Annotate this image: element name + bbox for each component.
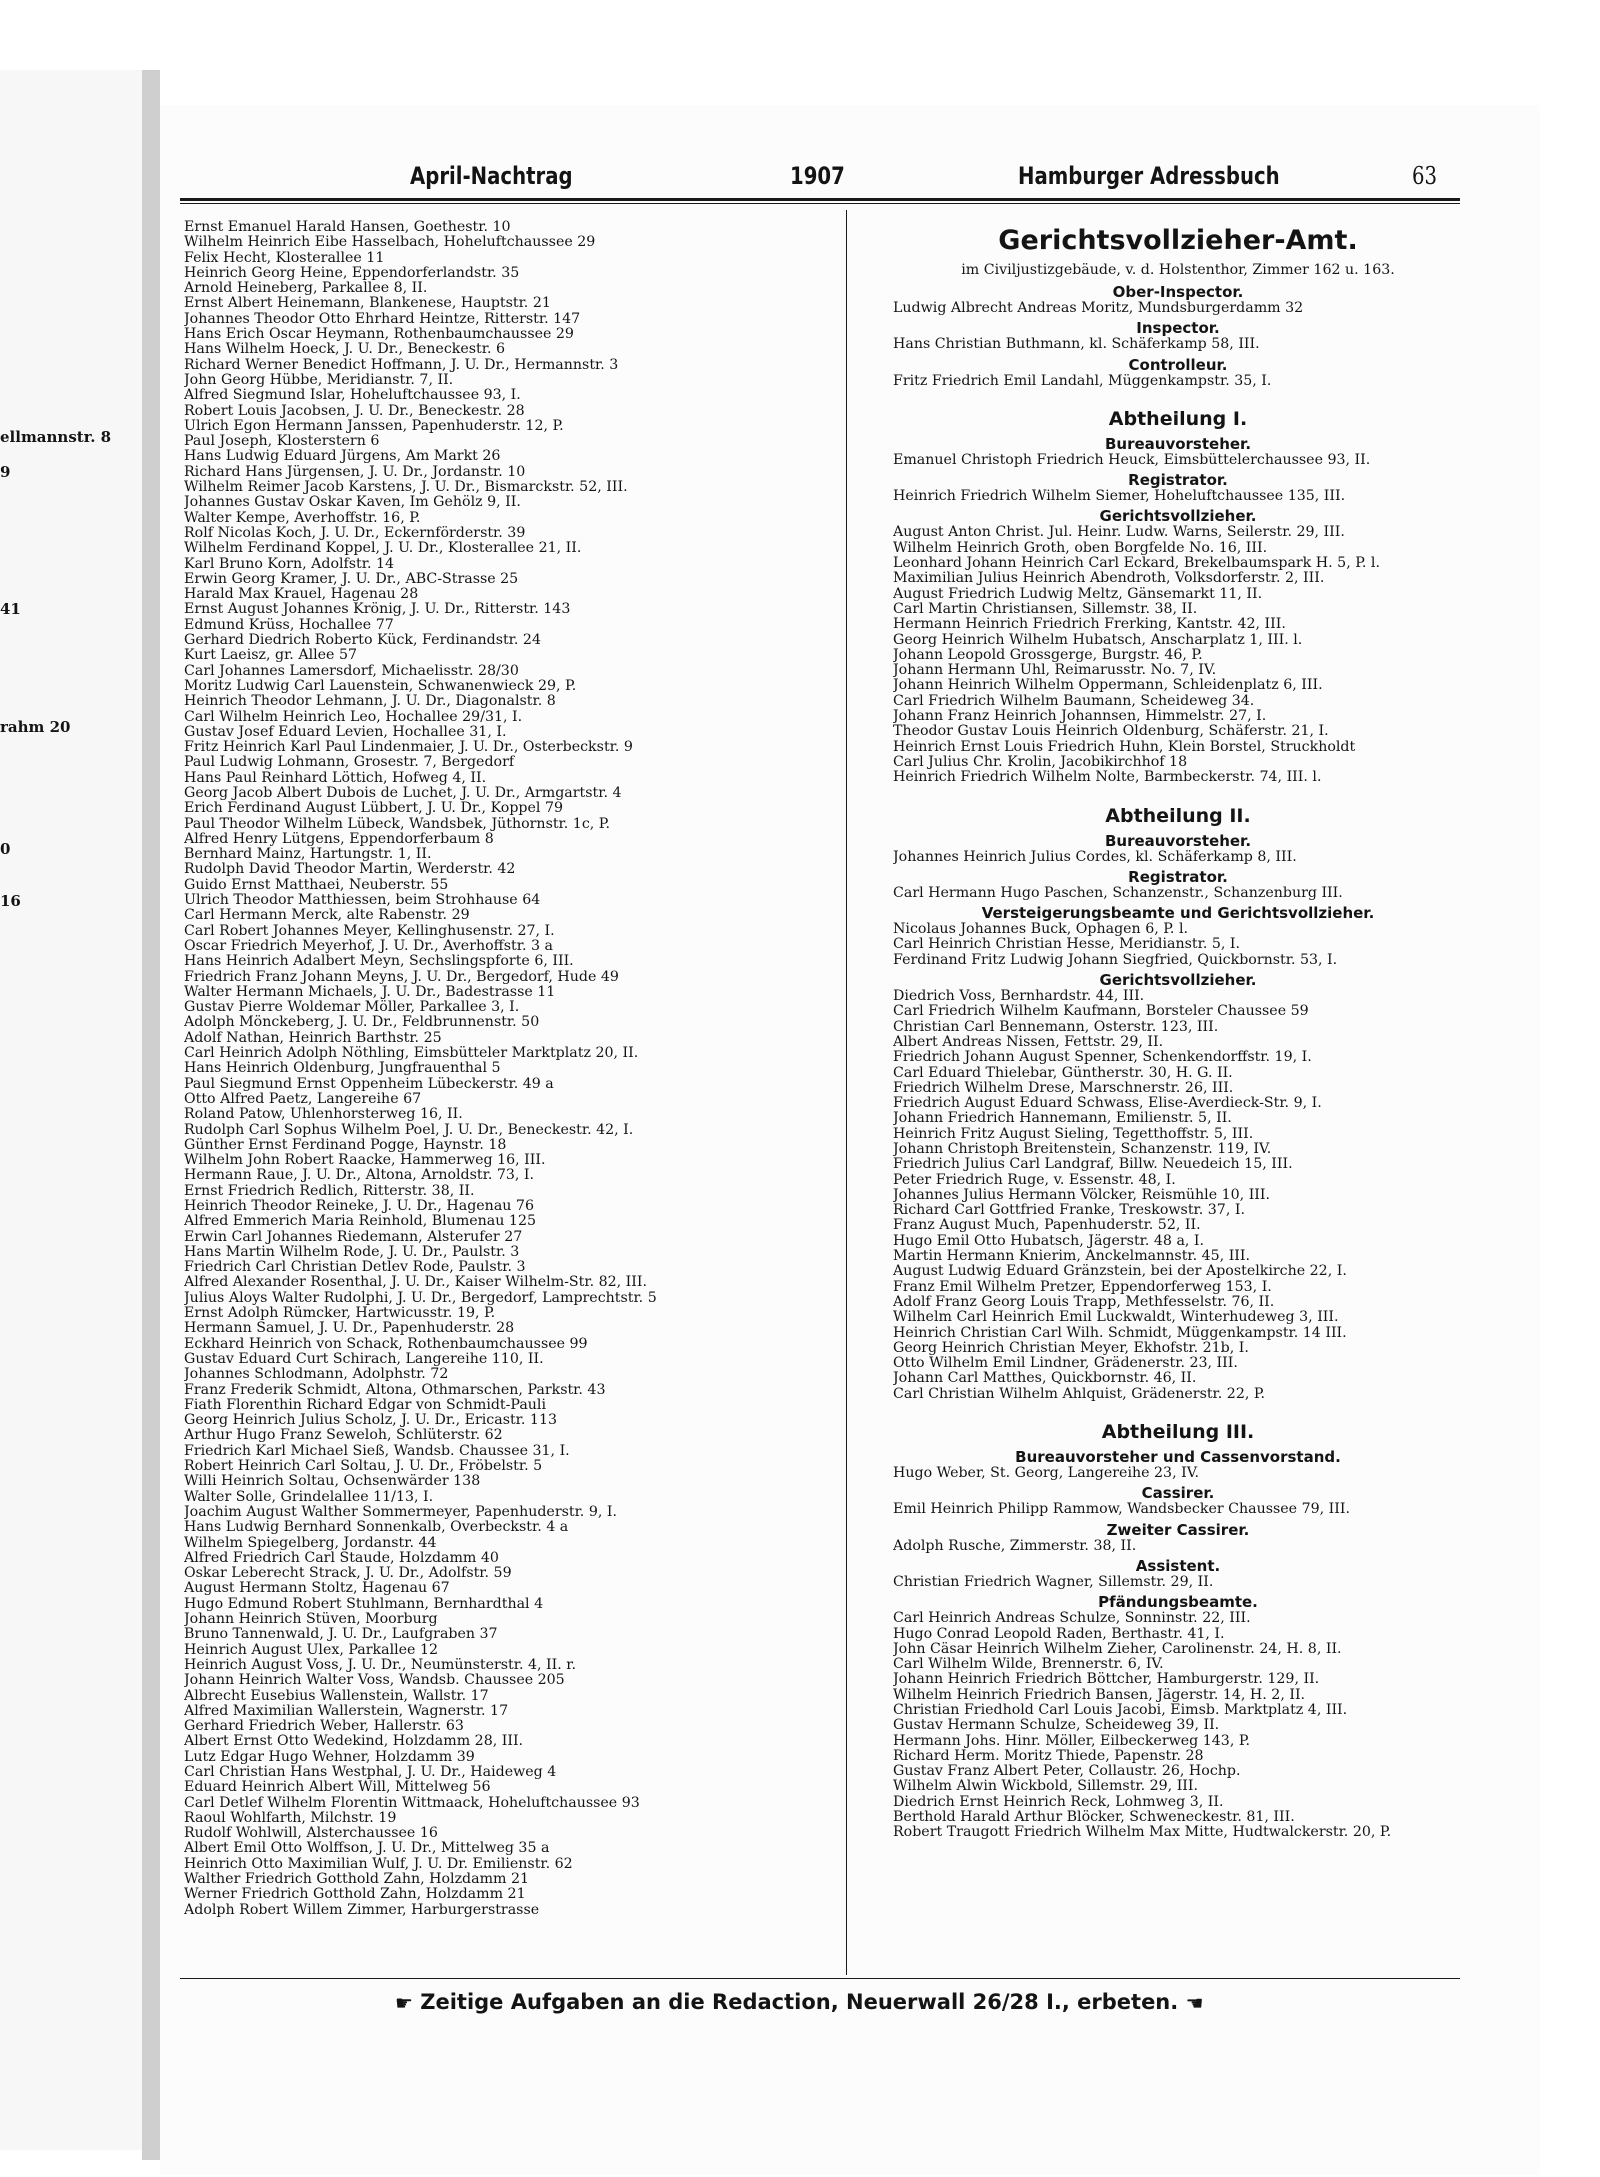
directory-entry: Alfred Friedrich Carl Staude, Holzdamm 40 bbox=[184, 1550, 499, 1566]
directory-entry: Walter Hermann Michaels, J. U. Dr., Badestrasse 11 bbox=[184, 984, 556, 1000]
office-entry: Heinrich Friedrich Wilhelm Nolte, Barmbeckerstr. 74, III. l. bbox=[893, 770, 1322, 786]
directory-entry: Günther Ernst Ferdinand Pogge, Haynstr. 18 bbox=[184, 1137, 507, 1153]
directory-entry: Adolf Nathan, Heinrich Barthstr. 25 bbox=[184, 1030, 442, 1046]
previous-page-fragment: 0 bbox=[0, 840, 11, 858]
office-entry: Martin Hermann Knierim, Anckelmannstr. 45, III. bbox=[893, 1249, 1251, 1265]
office-entry: August Ludwig Eduard Gränzstein, bei der Apostelkirche 22, I. bbox=[893, 1264, 1347, 1280]
directory-entry: Wilhelm Reimer Jacob Karstens, J. U. Dr., Bismarckstr. 52, III. bbox=[184, 480, 628, 496]
directory-entry: Ernst Emanuel Harald Hansen, Goethestr. 10 bbox=[184, 220, 511, 235]
directory-entry: Alfred Henry Lütgens, Eppendorferbaum 8 bbox=[184, 831, 494, 847]
office-entry: Hugo Weber, St. Georg, Langereihe 23, IV. bbox=[893, 1466, 1199, 1482]
directory-entry: Franz Frederik Schmidt, Altona, Othmarschen, Parkstr. 43 bbox=[184, 1382, 606, 1398]
directory-entry: Joachim August Walther Sommermeyer, Papenhuderstr. 9, I. bbox=[184, 1504, 617, 1520]
office-entry: Diedrich Ernst Heinrich Reck, Lohmweg 3, II. bbox=[893, 1794, 1224, 1810]
office-entry: Wilhelm Heinrich Groth, oben Borgfelde No. 16, III. bbox=[893, 540, 1268, 556]
directory-entry: Carl Detlef Wilhelm Florentin Wittmaack, Hoheluftchaussee 93 bbox=[184, 1795, 640, 1811]
directory-entry: Arnold Heineberg, Parkallee 8, II. bbox=[184, 281, 428, 297]
directory-entry: Heinrich Theodor Reineke, J. U. Dr., Hagenau 76 bbox=[184, 1199, 534, 1214]
office-location: im Civiljustizgebäude, v. d. Holstenthor, Zimmer 162 u. 163. bbox=[961, 262, 1395, 278]
office-entry: Carl Christian Wilhelm Ahlquist, Grädenerstr. 22, P. bbox=[893, 1386, 1266, 1402]
office-entry: Emil Heinrich Philipp Rammow, Wandsbecker Chaussee 79, III. bbox=[893, 1502, 1350, 1518]
directory-entry: Bruno Tannenwald, J. U. Dr., Laufgraben 37 bbox=[184, 1627, 498, 1643]
office-entry: Heinrich Friedrich Wilhelm Siemer, Hoheluftchaussee 135, III. bbox=[893, 489, 1346, 505]
directory-entry: Erwin Georg Kramer, J. U. Dr., ABC-Strasse 25 bbox=[184, 571, 519, 587]
left-column-list bbox=[184, 220, 824, 1918]
directory-entry: Wilhelm John Robert Raacke, Hammerweg 16, III. bbox=[184, 1153, 546, 1169]
directory-entry: Raoul Wohlfarth, Milchstr. 19 bbox=[184, 1810, 397, 1826]
footer-text: Zeitige Aufgaben an die Redaction, Neuerwall 26/28 I., erbeten. bbox=[420, 1990, 1179, 2014]
previous-page-fragment: 16 bbox=[0, 892, 21, 910]
office-entry: Adolf Franz Georg Louis Trapp, Methfesselstr. 76, II. bbox=[893, 1294, 1275, 1310]
office-entry: Maximilian Julius Heinrich Abendroth, Volksdorferstr. 2, III. bbox=[893, 571, 1325, 587]
office-entry: Friedrich Wilhelm Drese, Marschnerstr. 26, III. bbox=[893, 1080, 1234, 1096]
directory-entry: Albert Emil Otto Wolffson, J. U. Dr., Mittelweg 35 a bbox=[184, 1841, 550, 1857]
office-entry: Friedrich August Eduard Schwass, Elise-Averdieck-Str. 9, I. bbox=[893, 1096, 1322, 1112]
office-entry: Ferdinand Fritz Ludwig Johann Siegfried, Quickbornstr. 53, I. bbox=[893, 952, 1338, 968]
directory-entry: Heinrich August Voss, J. U. Dr., Neumünsterstr. 4, II. r. bbox=[184, 1657, 576, 1673]
role-heading: Ober-Inspector. bbox=[1112, 283, 1244, 301]
section-spacer bbox=[893, 786, 1463, 794]
directory-entry: Rudolph Carl Sophus Wilhelm Poel, J. U. Dr., Beneckestr. 42, I. bbox=[184, 1122, 634, 1138]
role-heading: Registrator. bbox=[1128, 471, 1228, 490]
directory-entry: Hans Wilhelm Hoeck, J. U. Dr., Beneckestr. 6 bbox=[184, 342, 506, 358]
office-entry: Adolph Rusche, Zimmerstr. 38, II. bbox=[893, 1538, 1137, 1554]
header-rule-thin bbox=[180, 203, 1460, 204]
office-entry: Carl Friedrich Wilhelm Baumann, Scheideweg 34. bbox=[893, 693, 1255, 709]
directory-entry: Rudolf Wohlwill, Alsterchaussee 16 bbox=[184, 1826, 438, 1842]
directory-entry: Gustav Pierre Woldemar Möller, Parkallee 3, I. bbox=[184, 1000, 520, 1016]
directory-entry: Rolf Nicolas Koch, J. U. Dr., Eckernförderstr. 39 bbox=[184, 525, 526, 541]
office-entry: Johann Christoph Breitenstein, Schanzenstr. 119, IV. bbox=[893, 1141, 1272, 1157]
office-entry: Georg Heinrich Wilhelm Hubatsch, Anscharplatz 1, III. l. bbox=[893, 632, 1303, 648]
office-entry: Leonhard Johann Heinrich Carl Eckard, Brekelbaumspark H. 5, P. l. bbox=[893, 556, 1380, 572]
role-heading: Registrator. bbox=[1128, 867, 1228, 886]
directory-entry: Fiath Florenthin Richard Edgar von Schmidt-Pauli bbox=[184, 1397, 547, 1413]
section-spacer bbox=[893, 1402, 1463, 1410]
role-heading: Bureauvorsteher. bbox=[1104, 434, 1252, 453]
office-entry: Albert Andreas Nissen, Fettstr. 29, II. bbox=[893, 1034, 1164, 1050]
directory-entry: Robert Louis Jacobsen, J. U. Dr., Beneckestr. 28 bbox=[184, 403, 525, 419]
office-entry: Johann Franz Heinrich Johannsen, Himmelstr. 27, I. bbox=[893, 709, 1267, 725]
previous-page-fragment: 9 bbox=[0, 463, 11, 481]
office-entry: Peter Friedrich Ruge, v. Essenstr. 48, I. bbox=[893, 1172, 1176, 1188]
office-entry: August Anton Christ. Jul. Heinr. Ludw. Warns, Seilerstr. 29, III. bbox=[893, 525, 1345, 541]
directory-entry: Carl Robert Johannes Meyer, Kellinghusenstr. 27, I. bbox=[184, 923, 555, 939]
directory-entry: Hans Heinrich Oldenburg, Jungfrauenthal 5 bbox=[184, 1061, 501, 1077]
office-entry: Richard Herm. Moritz Thiede, Papenstr. 28 bbox=[893, 1748, 1204, 1764]
office-entry: Otto Wilhelm Emil Lindner, Grädenerstr. 23, III. bbox=[893, 1356, 1238, 1372]
office-entry: Carl Martin Christiansen, Sillemstr. 38, II. bbox=[893, 601, 1198, 617]
office-entry: Carl Heinrich Christian Hesse, Meridianstr. 5, I. bbox=[893, 937, 1241, 953]
office-entry: Johann Heinrich Wilhelm Oppermann, Schleidenplatz 6, III. bbox=[893, 678, 1323, 694]
office-entry: Franz August Much, Papenhuderstr. 52, II. bbox=[893, 1218, 1201, 1234]
header-rule bbox=[180, 198, 1460, 201]
department-heading: Abtheilung II. bbox=[1105, 804, 1251, 827]
directory-entry: Guido Ernst Matthaei, Neuberstr. 55 bbox=[184, 877, 449, 893]
header-year: 1907 bbox=[790, 162, 845, 190]
office-entry: Diedrich Voss, Bernhardstr. 44, III. bbox=[893, 989, 1145, 1005]
directory-entry: Johannes Theodor Otto Ehrhard Heintze, Ritterstr. 147 bbox=[184, 311, 581, 327]
role-heading: Inspector. bbox=[1136, 319, 1220, 338]
directory-entry: Moritz Ludwig Carl Lauenstein, Schwanenwieck 29, P. bbox=[184, 678, 577, 694]
pointing-hand-left-icon: ☚ bbox=[1185, 1991, 1204, 2015]
office-entry: Christian Friedhold Carl Louis Jacobi, Eimsb. Marktplatz 4, III. bbox=[893, 1703, 1348, 1718]
directory-entry: Otto Alfred Paetz, Langereihe 67 bbox=[184, 1091, 422, 1107]
directory-entry: Carl Christian Hans Westphal, J. U. Dr., Haideweg 4 bbox=[184, 1764, 557, 1780]
office-entry: Carl Friedrich Wilhelm Kaufmann, Borsteler Chaussee 59 bbox=[893, 1004, 1309, 1020]
directory-entry: Georg Heinrich Julius Scholz, J. U. Dr., Ericastr. 113 bbox=[184, 1413, 557, 1429]
directory-entry: Richard Werner Benedict Hoffmann, J. U. Dr., Hermannstr. 3 bbox=[184, 357, 619, 373]
previous-page-fragment: ellmannstr. 8 bbox=[0, 428, 112, 446]
office-entry: Hugo Conrad Leopold Raden, Berthastr. 41, I. bbox=[893, 1626, 1225, 1642]
directory-entry: Eduard Heinrich Albert Will, Mittelweg 56 bbox=[184, 1780, 491, 1796]
directory-entry: Johann Heinrich Walter Voss, Wandsb. Chaussee 205 bbox=[184, 1673, 565, 1689]
role-heading: Controlleur. bbox=[1128, 355, 1228, 374]
directory-entry: Hugo Edmund Robert Stuhlmann, Bernhardthal 4 bbox=[184, 1596, 544, 1612]
directory-entry: Paul Theodor Wilhelm Lübeck, Wandsbek, Jüthornstr. 1c, P. bbox=[184, 816, 610, 832]
office-entry: Richard Carl Gottfried Franke, Treskowstr. 37, I. bbox=[893, 1203, 1245, 1219]
office-entry: Nicolaus Johannes Buck, Ophagen 6, P. l. bbox=[893, 922, 1188, 938]
directory-entry: Wilhelm Ferdinand Koppel, J. U. Dr., Klosterallee 21, II. bbox=[184, 541, 582, 557]
directory-entry: Heinrich Georg Heine, Eppendorferlandstr. 35 bbox=[184, 265, 520, 281]
directory-entry: Paul Joseph, Klosterstern 6 bbox=[184, 434, 380, 450]
office-sections bbox=[893, 283, 1463, 1841]
directory-entry: Johann Heinrich Stüven, Moorburg bbox=[184, 1612, 438, 1628]
department-heading: Abtheilung I. bbox=[1108, 407, 1248, 430]
directory-entry: Kurt Laeisz, gr. Allee 57 bbox=[184, 648, 358, 664]
directory-entry: Heinrich Theodor Lehmann, J. U. Dr., Diagonalstr. 8 bbox=[184, 694, 556, 710]
directory-entry: Ernst August Johannes Krönig, J. U. Dr., Ritterstr. 143 bbox=[184, 602, 571, 618]
directory-entry: Julius Aloys Walter Rudolphi, J. U. Dr., Bergedorf, Lamprechtstr. 5 bbox=[184, 1290, 657, 1306]
role-heading: Cassirer. bbox=[1141, 1484, 1215, 1503]
office-entry: Johann Hermann Uhl, Reimarusstr. No. 7, IV. bbox=[893, 663, 1217, 679]
role-heading: Versteigerungsbeamte und Gerichtsvollzieher. bbox=[981, 904, 1375, 923]
directory-entry: Walter Kempe, Averhoffstr. 16, P. bbox=[184, 510, 421, 526]
directory-entry: Carl Wilhelm Heinrich Leo, Hochallee 29/31, I. bbox=[184, 709, 523, 725]
directory-entry: Gerhard Diedrich Roberto Kück, Ferdinandstr. 24 bbox=[184, 633, 541, 649]
directory-entry: Alfred Emmerich Maria Reinhold, Blumenau 125 bbox=[184, 1214, 536, 1230]
previous-page-edge bbox=[0, 70, 144, 2150]
office-entry: Carl Heinrich Andreas Schulze, Sonninstr. 22, III. bbox=[893, 1611, 1251, 1627]
directory-entry: Ernst Adolph Rümcker, Hartwicusstr. 19, P. bbox=[184, 1306, 496, 1322]
office-title: Gerichtsvollzieher-Amt. bbox=[998, 225, 1358, 256]
footer-notice bbox=[395, 1990, 1255, 2018]
office-entry: Gustav Hermann Schulze, Scheideweg 39, II. bbox=[893, 1718, 1220, 1734]
directory-entry: Willi Heinrich Soltau, Ochsenwärder 138 bbox=[184, 1474, 481, 1490]
directory-entry: Friedrich Karl Michael Sieß, Wandsb. Chaussee 31, I. bbox=[184, 1443, 570, 1459]
office-entry: Johann Carl Matthes, Quickbornstr. 46, II. bbox=[893, 1371, 1197, 1387]
office-entry: Christian Friedrich Wagner, Sillemstr. 29, II. bbox=[893, 1574, 1214, 1590]
directory-entry: Wilhelm Heinrich Eibe Hasselbach, Hoheluftchaussee 29 bbox=[184, 235, 596, 251]
directory-entry: Adolph Robert Willem Zimmer, Harburgerstrasse bbox=[184, 1902, 540, 1918]
role-heading: Zweiter Cassirer. bbox=[1106, 1520, 1250, 1539]
directory-entry: Carl Hermann Merck, alte Rabenstr. 29 bbox=[184, 908, 470, 924]
office-entry: Hermann Heinrich Friedrich Frerking, Kantstr. 42, III. bbox=[893, 617, 1286, 633]
directory-entry: John Georg Hübbe, Meridianstr. 7, II. bbox=[184, 372, 454, 388]
right-column-office bbox=[893, 220, 1463, 1841]
role-heading: Gerichtsvollzieher. bbox=[1099, 507, 1257, 526]
directory-entry: Ulrich Egon Hermann Janssen, Papenhuderstr. 12, P. bbox=[184, 418, 564, 434]
directory-entry: Ernst Albert Heinemann, Blankenese, Hauptstr. 21 bbox=[184, 296, 551, 312]
directory-entry: Georg Jacob Albert Dubois de Luchet, J. U. Dr., Armgartstr. 4 bbox=[184, 785, 622, 801]
office-entry: Fritz Friedrich Emil Landahl, Müggenkampstr. 35, I. bbox=[893, 373, 1272, 389]
directory-entry: Erwin Carl Johannes Riedemann, Alsterufer 27 bbox=[184, 1229, 523, 1245]
office-entry: Friedrich Julius Carl Landgraf, Billw. Neuedeich 15, III. bbox=[893, 1157, 1293, 1173]
directory-entry: Roland Patow, Uhlenhorsterweg 16, II. bbox=[184, 1107, 463, 1123]
directory-entry: Lutz Edgar Hugo Wehner, Holzdamm 39 bbox=[184, 1749, 475, 1765]
directory-entry: Carl Johannes Lamersdorf, Michaelisstr. 28/30 bbox=[184, 663, 519, 679]
office-entry: Heinrich Fritz August Sieling, Tegetthoffstr. 5, III. bbox=[893, 1126, 1254, 1142]
directory-entry: Gerhard Friedrich Weber, Hallerstr. 63 bbox=[184, 1719, 464, 1735]
role-heading: Assistent. bbox=[1135, 1556, 1221, 1575]
office-entry: Johann Leopold Grossgerge, Burgstr. 46, P. bbox=[893, 647, 1203, 663]
directory-entry: Felix Hecht, Klosterallee 11 bbox=[184, 250, 385, 266]
directory-entry: August Hermann Stoltz, Hagenau 67 bbox=[184, 1581, 450, 1597]
directory-entry: Albrecht Eusebius Wallenstein, Wallstr. 17 bbox=[184, 1688, 489, 1704]
office-entry: Emanuel Christoph Friedrich Heuck, Eimsbüttelerchaussee 93, II. bbox=[893, 452, 1371, 468]
office-entry: Ludwig Albrecht Andreas Moritz, Mundsburgerdamm 32 bbox=[893, 301, 1304, 316]
directory-entry: Carl Heinrich Adolph Nöthling, Eimsbütteler Marktplatz 20, II. bbox=[184, 1046, 639, 1062]
directory-entry: Adolph Mönckeberg, J. U. Dr., Feldbrunnenstr. 50 bbox=[184, 1015, 540, 1031]
directory-entry: Hans Heinrich Adalbert Meyn, Sechslingspforte 6, III. bbox=[184, 954, 574, 970]
directory-entry: Hermann Raue, J. U. Dr., Altona, Arnoldstr. 73, I. bbox=[184, 1168, 535, 1184]
office-entry: Johannes Julius Hermann Völcker, Reismühle 10, III. bbox=[893, 1187, 1271, 1203]
column-divider bbox=[846, 210, 847, 1975]
office-entry: Johannes Heinrich Julius Cordes, kl. Schäferkamp 8, III. bbox=[893, 849, 1297, 865]
directory-entry: Walther Friedrich Gotthold Zahn, Holzdamm 21 bbox=[184, 1872, 530, 1888]
section-spacer bbox=[893, 389, 1463, 397]
office-entry: Robert Traugott Friedrich Wilhelm Max Mitte, Hudtwalckerstr. 20, P. bbox=[893, 1825, 1392, 1841]
directory-entry: Oscar Friedrich Meyerhof, J. U. Dr., Averhoffstr. 3 a bbox=[184, 938, 553, 954]
footer-rule bbox=[180, 1978, 1460, 1979]
directory-entry: Rudolph David Theodor Martin, Werderstr. 42 bbox=[184, 862, 516, 878]
page-number: 63 bbox=[1412, 162, 1438, 190]
office-entry: Georg Heinrich Christian Meyer, Ekhofstr. 21b, I. bbox=[893, 1340, 1249, 1356]
office-entry: Friedrich Johann August Spenner, Schenkendorffstr. 19, I. bbox=[893, 1050, 1312, 1066]
directory-entry: Gustav Josef Eduard Levien, Hochallee 31, I. bbox=[184, 724, 507, 740]
directory-entry: Hans Erich Oscar Heymann, Rothenbaumchaussee 29 bbox=[184, 327, 574, 343]
office-entry: Carl Hermann Hugo Paschen, Schanzenstr., Schanzenburg III. bbox=[893, 885, 1343, 901]
directory-entry: Fritz Heinrich Karl Paul Lindenmaier, J. U. Dr., Osterbeckstr. 9 bbox=[184, 740, 633, 756]
directory-entry: Hans Ludwig Eduard Jürgens, Am Markt 26 bbox=[184, 449, 501, 465]
office-entry: Wilhelm Heinrich Friedrich Bansen, Jägerstr. 14, H. 2, II. bbox=[893, 1687, 1306, 1703]
directory-entry: Edmund Krüss, Hochallee 77 bbox=[184, 617, 394, 633]
directory-entry: Johannes Schlodmann, Adolphstr. 72 bbox=[184, 1367, 449, 1383]
office-entry: John Cäsar Heinrich Wilhelm Zieher, Carolinenstr. 24, H. 8, II. bbox=[893, 1641, 1342, 1657]
office-entry: Carl Julius Chr. Krolin, Jacobikirchhof 18 bbox=[893, 754, 1188, 770]
office-entry: Heinrich Christian Carl Wilh. Schmidt, Müggenkampstr. 14 III. bbox=[893, 1325, 1347, 1341]
office-entry: Carl Wilhelm Wilde, Brennerstr. 6, IV. bbox=[893, 1657, 1164, 1673]
previous-page-fragment: 41 bbox=[0, 600, 21, 618]
role-heading: Bureauvorsteher. bbox=[1104, 831, 1252, 850]
directory-entry: Eckhard Heinrich von Schack, Rothenbaumchaussee 99 bbox=[184, 1336, 588, 1352]
office-entry: Hans Christian Buthmann, kl. Schäferkamp 58, III. bbox=[893, 337, 1260, 353]
directory-entry: Wilhelm Spiegelberg, Jordanstr. 44 bbox=[184, 1535, 437, 1551]
office-entry: Franz Emil Wilhelm Pretzer, Eppendorferweg 153, I. bbox=[893, 1279, 1272, 1295]
directory-entry: Friedrich Carl Christian Detlev Rode, Paulstr. 3 bbox=[184, 1260, 526, 1276]
directory-entry: Bernhard Mainz, Hartungstr. 1, II. bbox=[184, 847, 432, 863]
directory-entry: Arthur Hugo Franz Seweloh, Schlüterstr. 62 bbox=[184, 1428, 503, 1444]
office-entry: Wilhelm Carl Heinrich Emil Luckwaldt, Winterhudeweg 3, III. bbox=[893, 1310, 1339, 1326]
office-entry: Hugo Emil Otto Hubatsch, Jägerstr. 48 a, I. bbox=[893, 1233, 1205, 1249]
directory-entry: Hermann Samuel, J. U. Dr., Papenhuderstr. 28 bbox=[184, 1321, 515, 1337]
office-entry: Gustav Franz Albert Peter, Collaustr. 26, Hochp. bbox=[893, 1764, 1241, 1780]
role-heading: Bureauvorsteher und Cassenvorstand. bbox=[1015, 1448, 1341, 1467]
office-entry: Johann Friedrich Hannemann, Emilienstr. 5, II. bbox=[893, 1111, 1232, 1127]
directory-entry: Gustav Eduard Curt Schirach, Langereihe 110, II. bbox=[184, 1351, 544, 1367]
directory-entry: Friedrich Franz Johann Meyns, J. U. Dr., Bergedorf, Hude 49 bbox=[184, 969, 619, 985]
directory-entry: Hans Paul Reinhard Löttich, Hofweg 4, II. bbox=[184, 770, 487, 786]
directory-entry: Paul Ludwig Lohmann, Grosestr. 7, Bergedorf bbox=[184, 755, 515, 771]
role-heading: Pfändungsbeamte. bbox=[1098, 1593, 1258, 1612]
book-gutter bbox=[142, 70, 160, 2160]
directory-entry: Paul Siegmund Ernst Oppenheim Lübeckerstr. 49 a bbox=[184, 1076, 554, 1092]
directory-entry: Heinrich August Ulex, Parkallee 12 bbox=[184, 1642, 438, 1658]
directory-entry: Hans Martin Wilhelm Rode, J. U. Dr., Paulstr. 3 bbox=[184, 1244, 520, 1260]
office-entry: Hermann Johs. Hinr. Möller, Eilbeckerweg 143, P. bbox=[893, 1733, 1251, 1749]
office-entry: Carl Eduard Thielebar, Güntherstr. 30, H. G. II. bbox=[893, 1065, 1233, 1081]
office-entry: Heinrich Ernst Louis Friedrich Huhn, Klein Borstel, Struckholdt bbox=[893, 739, 1356, 755]
header-section-label: April-Nachtrag bbox=[410, 162, 573, 190]
directory-entry: Ulrich Theodor Matthiessen, beim Strohhause 64 bbox=[184, 893, 541, 909]
directory-entry: Alfred Alexander Rosenthal, J. U. Dr., Kaiser Wilhelm-Str. 82, III. bbox=[184, 1275, 647, 1291]
directory-entry: Alfred Siegmund Islar, Hoheluftchaussee 93, I. bbox=[184, 388, 521, 404]
role-heading: Gerichtsvollzieher. bbox=[1099, 971, 1257, 990]
office-entry: Wilhelm Alwin Wickbold, Sillemstr. 29, III. bbox=[893, 1779, 1199, 1795]
previous-page-fragment: rahm 20 bbox=[0, 718, 71, 736]
office-entry: Christian Carl Bennemann, Osterstr. 123, III. bbox=[893, 1019, 1219, 1035]
header-title: Hamburger Adressbuch bbox=[1018, 162, 1280, 190]
directory-entry: Hans Ludwig Bernhard Sonnenkalb, Overbeckstr. 4 a bbox=[184, 1520, 569, 1536]
directory-entry: Alfred Maximilian Wallerstein, Wagnerstr. 17 bbox=[184, 1703, 509, 1719]
directory-entry: Walter Solle, Grindelallee 11/13, I. bbox=[184, 1489, 434, 1505]
directory-entry: Heinrich Otto Maximilian Wulf, J. U. Dr. Emilienstr. 62 bbox=[184, 1856, 573, 1872]
department-heading: Abtheilung III. bbox=[1101, 1421, 1255, 1444]
directory-entry: Karl Bruno Korn, Adolfstr. 14 bbox=[184, 556, 395, 572]
pointing-hand-right-icon: ☛ bbox=[395, 1991, 413, 2015]
directory-entry: Ernst Friedrich Redlich, Ritterstr. 38, II. bbox=[184, 1183, 475, 1199]
directory-entry: Albert Ernst Otto Wedekind, Holzdamm 28, III. bbox=[184, 1734, 524, 1750]
directory-entry: Robert Heinrich Carl Soltau, J. U. Dr., Fröbelstr. 5 bbox=[184, 1459, 543, 1475]
office-entry: August Friedrich Ludwig Meltz, Gänsemarkt 11, II. bbox=[893, 586, 1263, 602]
office-entry: Johann Heinrich Friedrich Böttcher, Hamburgerstr. 129, II. bbox=[893, 1672, 1320, 1688]
directory-entry: Richard Hans Jürgensen, J. U. Dr., Jordanstr. 10 bbox=[184, 464, 526, 480]
directory-entry: Werner Friedrich Gotthold Zahn, Holzdamm 21 bbox=[184, 1887, 526, 1903]
directory-entry: Erich Ferdinand August Lübbert, J. U. Dr., Koppel 79 bbox=[184, 801, 563, 817]
directory-entry: Oskar Leberecht Strack, J. U. Dr., Adolfstr. 59 bbox=[184, 1566, 512, 1582]
directory-entry: Harald Max Krauel, Hagenau 28 bbox=[184, 587, 419, 603]
office-entry: Theodor Gustav Louis Heinrich Oldenburg, Schäferstr. 21, I. bbox=[893, 724, 1329, 740]
office-entry: Berthold Harald Arthur Blöcker, Schweneckestr. 81, III. bbox=[893, 1810, 1295, 1826]
directory-entry: Johannes Gustav Oskar Kaven, Im Gehölz 9, II. bbox=[184, 495, 521, 511]
